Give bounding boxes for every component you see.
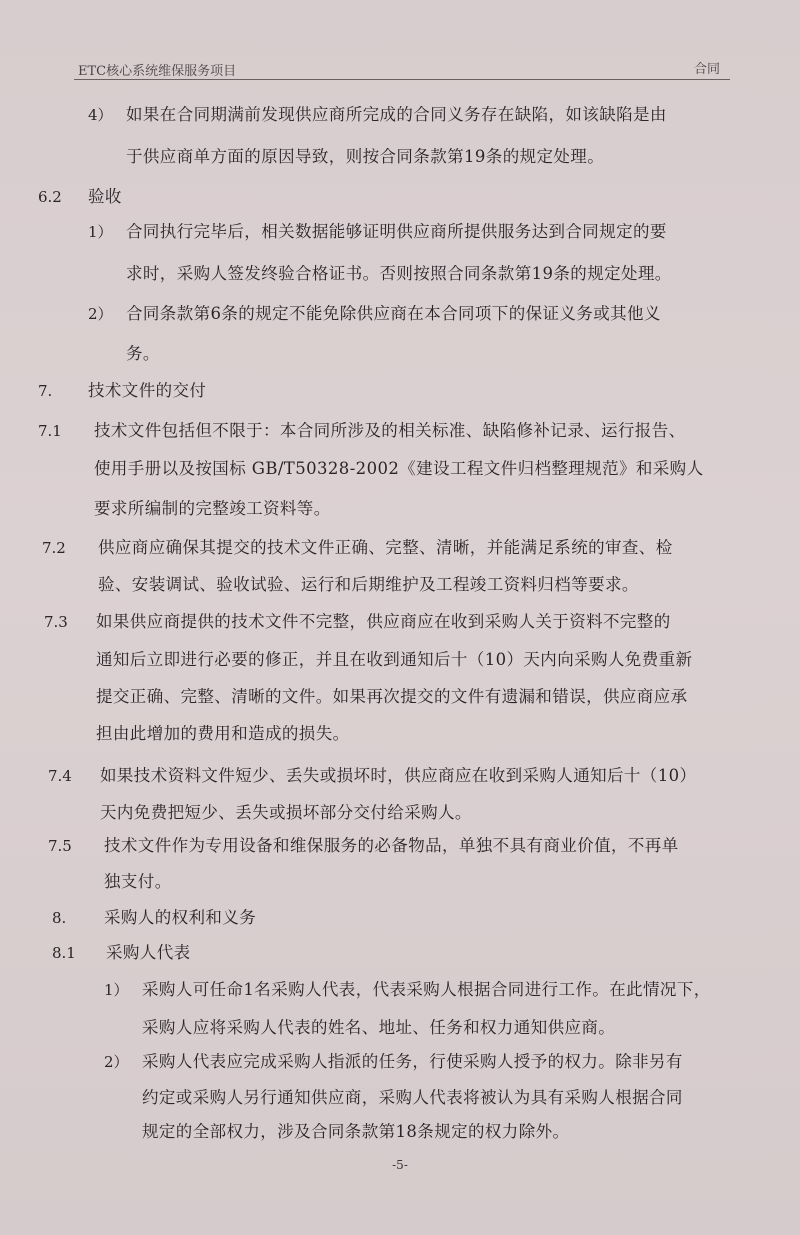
clause-number: 7.3 [44,613,68,631]
clause-number: 4） [88,106,113,124]
clause-text-line: 担由此增加的费用和造成的损失。 [96,724,350,743]
page-number: -5- [392,1158,408,1172]
clause-text-line: 合同执行完毕后，相关数据能够证明供应商所提供服务达到合同规定的要 [126,222,667,241]
clause-text-line: 采购人的权利和义务 [104,908,257,927]
clause-text-line: 求时，采购人签发终验合格证书。否则按照合同条款第19条的规定处理。 [126,264,672,283]
clause-text-line: 如果技术资料文件短少、丢失或损坏时，供应商应在收到采购人通知后十（10） [100,766,697,785]
clause-text-line: 天内免费把短少、丢失或损坏部分交付给采购人。 [100,803,472,822]
clause-text-line: 验、安装调试、验收试验、运行和后期维护及工程竣工资料归档等要求。 [98,575,639,594]
clause-text-line: 约定或采购人另行通知供应商，采购人代表将被认为具有采购人根据合同 [142,1088,683,1107]
clause-text-line: 如果在合同期满前发现供应商所完成的合同义务存在缺陷，如该缺陷是由 [126,105,667,124]
clause-number: 7.1 [38,422,62,440]
clause-number: 2） [88,305,113,323]
header-doc-type: 合同 [693,62,720,77]
header-divider [74,79,730,80]
clause-text-line: 技术文件的交付 [88,381,207,400]
clause-number: 8.1 [52,944,76,962]
clause-number: 7. [38,382,53,400]
clause-text-line: 采购人代表应完成采购人指派的任务，行使采购人授予的权力。除非另有 [142,1052,683,1071]
clause-number: 2） [104,1053,129,1071]
clause-number: 6.2 [38,188,62,206]
clause-text-line: 独支付。 [104,872,172,891]
clause-number: 1） [88,223,113,241]
clause-number: 7.2 [42,539,66,557]
clause-number: 7.4 [48,767,72,785]
clause-text-line: 技术文件作为专用设备和维保服务的必备物品，单独不具有商业价值，不再单 [104,836,679,855]
clause-text-line: 提交正确、完整、清晰的文件。如果再次提交的文件有遗漏和错误，供应商应承 [96,687,688,706]
clause-text-line: 如果供应商提供的技术文件不完整，供应商应在收到采购人关于资料不完整的 [96,612,671,631]
clause-text-line: 采购人可任命1名采购人代表，代表采购人根据合同进行工作。在此情况下， [142,980,711,999]
clause-number: 7.5 [48,837,72,855]
clause-number: 1） [104,981,129,999]
clause-text-line: 于供应商单方面的原因导致，则按合同条款第19条的规定处理。 [126,147,605,166]
clause-number: 8. [52,909,67,927]
clause-text-line: 采购人代表 [106,943,191,962]
clause-text-line: 要求所编制的完整竣工资料等。 [94,499,331,518]
clause-text-line: 供应商应确保其提交的技术文件正确、完整、清晰，并能满足系统的审查、检 [98,538,673,557]
clause-text-line: 验收 [88,187,122,206]
clause-text-line: 采购人应将采购人代表的姓名、地址、任务和权力通知供应商。 [142,1018,616,1037]
header-project-title: ETC核心系统维保服务项目 [78,64,237,79]
clause-text-line: 合同条款第6条的规定不能免除供应商在本合同项下的保证义务或其他义 [126,304,661,323]
clause-text-line: 通知后立即进行必要的修正，并且在收到通知后十（10）天内向采购人免费重新 [96,650,693,669]
clause-text-line: 使用手册以及按国标 GB/T50328-2002《建设工程文件归档整理规范》和采购人 [94,459,704,478]
clause-text-line: 规定的全部权力，涉及合同条款第18条规定的权力除外。 [142,1122,570,1141]
clause-text-line: 技术文件包括但不限于：本合同所涉及的相关标准、缺陷修补记录、运行报告、 [94,421,686,440]
clause-text-line: 务。 [126,344,160,363]
